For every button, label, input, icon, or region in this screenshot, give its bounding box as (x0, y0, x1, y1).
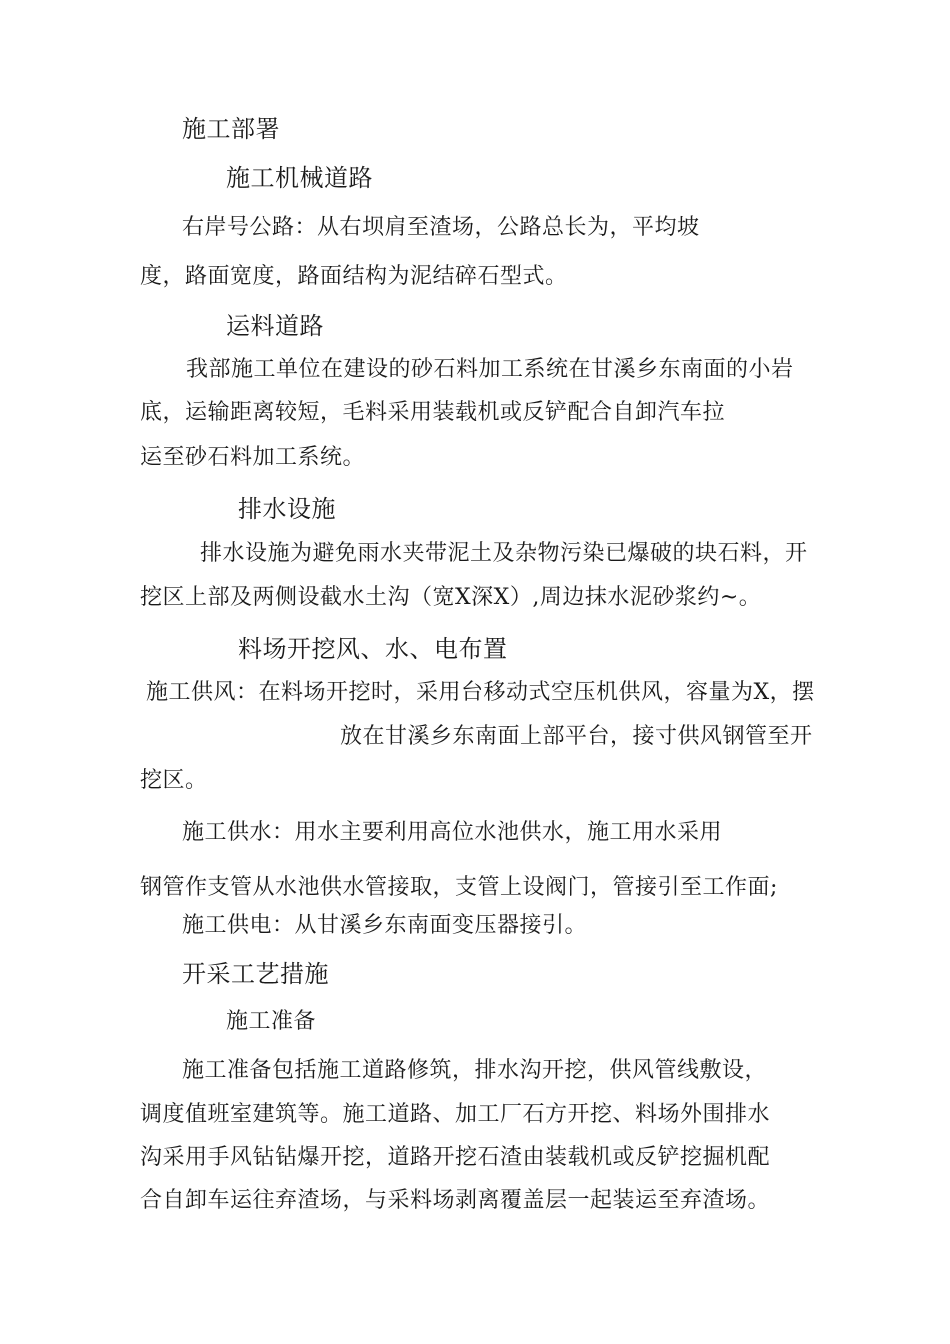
paragraph-line: 运至砂石料加工系统。 (140, 445, 366, 470)
paragraph-line: 施工供水：用水主要利用高位水池供水，施工用水采用 (182, 820, 723, 845)
paragraph-line: 我部施工单位在建设的砂石料加工系统在甘溪乡东南面的小岩 (186, 357, 794, 382)
paragraph-line: 钢管作支管从水池供水管接取，支管上设阀门，管接引至工作面; (140, 875, 778, 900)
paragraph-line: 放在甘溪乡东南面上部平台，接寸供风钢管至开 (340, 724, 813, 749)
heading-material-roads: 运料道路 (226, 312, 324, 340)
heading-drainage: 排水设施 (238, 495, 336, 523)
paragraph-line: 施工准备包括施工道路修筑，排水沟开挖，供风管线敷设， (182, 1058, 768, 1083)
paragraph-line: 挖区。 (140, 768, 208, 793)
heading-machinery-roads: 施工机械道路 (226, 164, 373, 192)
heading-mining-process: 开采工艺措施 (182, 960, 329, 988)
paragraph-line: 底，运输距离较短，毛料采用装载机或反铲配合自卸汽车拉 (140, 400, 726, 425)
paragraph-line: 排水设施为避免雨水夹带泥土及杂物污染已爆破的块石料，开 (200, 541, 808, 566)
paragraph-line: 施工供电：从甘溪乡东南面变压器接引。 (182, 913, 588, 938)
heading-air-water-power: 料场开挖风、水、电布置 (238, 635, 508, 663)
paragraph-line: 合自卸车运往弃渣场，与采料场剥离覆盖层一起装运至弃渣场。 (140, 1188, 771, 1213)
paragraph-line: 右岸号公路：从右坝肩至渣场，公路总长为，平均坡 (182, 215, 700, 240)
heading-construction-deployment: 施工部署 (182, 115, 280, 143)
paragraph-line: 施工供风：在料场开挖时，采用台移动式空压机供风，容量为X，摆 (146, 680, 815, 705)
heading-construction-preparation: 施工准备 (226, 1009, 317, 1034)
paragraph-line: 调度值班室建筑等。施工道路、加工厂石方开挖、料场外围排水 (140, 1102, 771, 1127)
paragraph-line: 度，路面宽度，路面结构为泥结碎石型式。 (140, 264, 568, 289)
paragraph-line: 挖区上部及两侧设截水土沟（宽X深X）,周边抹水泥砂浆约~。 (140, 585, 762, 610)
paragraph-line: 沟采用手风钻钻爆开挖，道路开挖石渣由装载机或反铲挖掘机配 (140, 1145, 771, 1170)
